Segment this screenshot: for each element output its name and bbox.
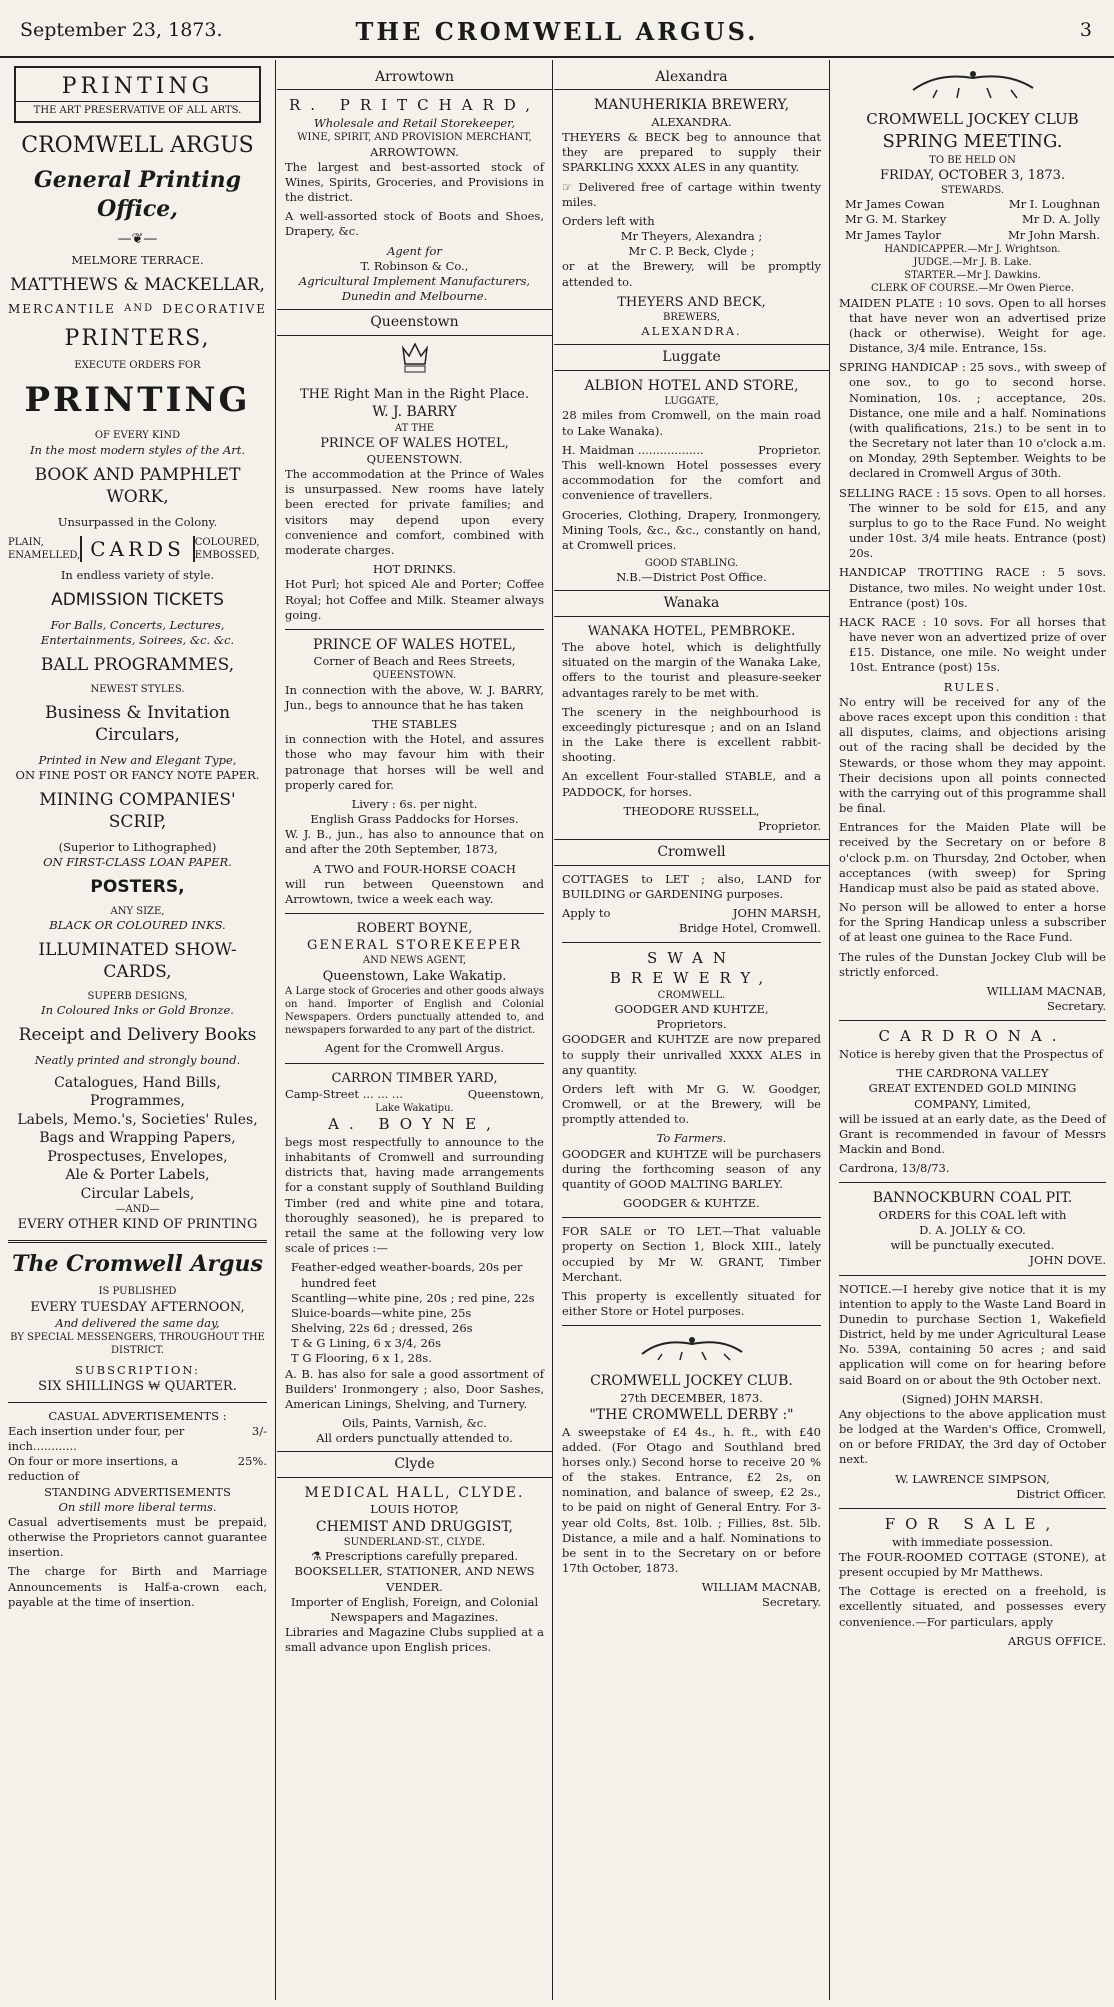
the-stables: THE STABLES [371, 717, 458, 732]
ball-programmes: BALL PROGRAMMES, [40, 655, 235, 676]
camp-street: Camp-Street ... ... ... [285, 1086, 403, 1101]
admission-for: For Balls, Concerts, Lectures, Entertainments, Soirees, &c. &c. [40, 617, 235, 647]
race-item: SELLING RACE : 15 sovs. Open to all horses. The winner to be sold for £15, and any surplus to go to the Race Fund. No weight under 10st. 3/4 mile heats. Entrance (post) 20s. [839, 485, 1106, 561]
section-wanaka: Wanaka [554, 590, 829, 616]
catalogues-list [8, 1074, 267, 1203]
held-on: TO BE HELD ON [929, 154, 1016, 166]
simpson: W. LAWRENCE SIMPSON, [895, 1471, 1050, 1486]
race-item: MAIDEN PLATE : 10 sovs. Open to all horses that have never won an advertised prize (hack or otherwise). Weight for age. Distance, 3/4 mile. Entrance, 15s. [839, 295, 1106, 356]
right-man: THE Right Man in the Right Place. [299, 386, 530, 402]
steward: Mr James Cowan [845, 197, 945, 212]
chemist: CHEMIST AND DRUGGIST, [315, 1518, 514, 1535]
hot-drinks: HOT DRINKS. [373, 562, 456, 577]
price-item: Shelving, 22s 6d ; dressed, 26s [291, 1321, 473, 1336]
casual-rate-1-label: Each insertion under four, per inch............ [8, 1423, 185, 1453]
superior: (Superior to Lithographed) [58, 839, 217, 854]
section-clyde: Clyde [277, 1451, 552, 1477]
maidman: H. Maidman .................. [562, 442, 704, 457]
carron-timber: CARRON TIMBER YARD, [331, 1070, 498, 1086]
prince-of-wales: PRINCE OF WALES HOTEL, [320, 435, 509, 451]
delivered-same-day: And delivered the same day, [55, 1315, 220, 1330]
theyers-beck: THEYERS AND BECK, [617, 294, 766, 310]
boyne-name: ROBERT BOYNE, [356, 921, 473, 937]
ornament-icon: —❦— [117, 231, 158, 248]
or-brewery: or at the Brewery, will be promptly attended to. [562, 259, 821, 289]
divider [562, 942, 821, 943]
rule-item: No person will be allowed to enter a horse for the Spring Handicap unless a subscriber of at least one guinea to the Race Fund. [839, 900, 1106, 945]
for-sale-text: This property is excellently situated for either Store or Hotel purposes. [562, 1288, 821, 1319]
price-item: Feather-edged weather-boards, 20s per hundred feet [291, 1260, 523, 1290]
section-luggate: Luggate [554, 344, 829, 370]
casual-heading: CASUAL ADVERTISEMENTS : [48, 1408, 227, 1423]
queenstown: QUEENSTOWN. [366, 451, 463, 466]
objections: Any objections to the above application must be lodged at the Warden's Office, Cromwell, on or before FRIDAY, the 3rd day of October next. [839, 1406, 1106, 1467]
wanaka-text-2: The scenery in the neighbourhood is exceedingly picturesque ; and on an Island in the Lake there is excellent rabbit-shooting. [562, 704, 821, 765]
albion-hotel: ALBION HOTEL AND STORE, [584, 377, 799, 394]
to-farmers: To Farmers. [656, 1131, 727, 1146]
pritchard-text: The largest and best-assorted stock of Wines, Spirits, Groceries, and Provisions in the district. [285, 159, 544, 205]
clerk: CLERK OF COURSE.—Mr Owen Pierce. [870, 283, 1075, 295]
boyne-text: A Large stock of Groceries and other goods always on hand. Importer of English and Colonial Newspapers. Orders punctually attended to, and newspapers forwarded to any part of the district. [285, 985, 544, 1037]
albion-text: 28 miles from Cromwell, on the main road to Lake Wanaka). [562, 408, 821, 438]
mr-theyers: Mr Theyers, Alexandra ; [620, 229, 763, 244]
cards-word: CARDS [80, 536, 195, 562]
rule-item: No entry will be received for any of the above races except upon this condition : that all disputes, claims, and objections arising out of the racing shall be decided by the Stewards, or those whom they may appoint. Their decisions upon all points connected with the carrying out of this programme shall be final. [839, 694, 1106, 816]
at-the: AT THE [394, 422, 435, 434]
district-officer: District Officer. [1016, 1486, 1106, 1501]
rule-item: Entrances for the Maiden Plate will be received by the Secretary on or before 8 o'clock p.m. on Thursday, 2nd October, when acceptances (with sweep) for Spring Handicap must also be paid as stated above. [839, 820, 1106, 895]
judge: JUDGE.—Mr J. B. Lake. [913, 256, 1032, 268]
columns [0, 60, 1114, 2005]
printing-banner [14, 66, 261, 123]
stewards-heading: STEWARDS. [940, 185, 1005, 197]
divider [285, 913, 544, 914]
starter: STARTER.—Mr J. Dawkins. [904, 270, 1041, 282]
wanaka-text: The above hotel, which is delightfully situated on the margin of the Wanaka Lake, offers to the tourist and pleasure-seeker advantages rarely to be met with. [562, 640, 821, 700]
luggate: LUGGATE, [664, 396, 719, 408]
pritchard-wine: WINE, SPIRIT, AND PROVISION MERCHANT, [297, 132, 532, 144]
catalogue-line: Circular Labels, [80, 1185, 195, 1202]
goodger-text-2: Orders left with Mr G. W. Goodger, Cromwell, or at the Brewery, will be promptly attended to. [562, 1081, 821, 1127]
medical-hall: MEDICAL HALL, CLYDE. [304, 1484, 525, 1501]
macnab: WILLIAM MACNAB, [701, 1580, 821, 1595]
printing-heading: PRINTING [24, 380, 251, 421]
posters: POSTERS, [90, 877, 185, 898]
divider [8, 1402, 267, 1403]
business-circulars: Business & Invitation Circulars, [44, 702, 231, 746]
catalogue-line: Bags and Wrapping Papers, [39, 1130, 236, 1147]
price-item: Scantling—white pine, 20s ; red pine, 22s [291, 1290, 535, 1305]
neatly-printed: Neatly printed and strongly bound. [34, 1052, 241, 1067]
price-item: T & G Lining, 6 x 3/4, 26s [291, 1336, 442, 1351]
delivered-words: Delivered free of cartage within twenty miles. [562, 179, 821, 209]
prepaid-note: Casual advertisements must be prepaid, otherwise the Proprietors cannot guarantee insertion. [8, 1514, 267, 1560]
racehorse-icon [562, 1332, 821, 1366]
brewers: BREWERS, [663, 311, 720, 323]
spring-meeting: SPRING MEETING. [882, 130, 1063, 152]
steward: Mr I. Loughnan [1008, 197, 1100, 212]
mercantile-word: MERCANTILE [8, 302, 116, 317]
paddocks: English Grass Paddocks for Horses. [310, 812, 519, 827]
printed-in: Printed in New and Elegant Type, [38, 752, 237, 767]
maidman-role: Proprietor. [758, 442, 821, 457]
price-list [285, 1260, 544, 1366]
possession: with immediate possession. [892, 1534, 1053, 1549]
stables-text-2: in connection with the Hotel, and assures those who may favour him with their patronage that horses will be well and properly cared for. [285, 732, 544, 792]
delivered-text [562, 180, 821, 210]
section-queenstown: Queenstown [277, 309, 552, 335]
lake-wakatipu: Lake Wakatipu. [375, 1102, 454, 1114]
column-4 [831, 60, 1114, 2000]
news-agent: AND NEWS AGENT, [362, 955, 467, 967]
goodger-text: GOODGER and KUHTZE are now prepared to supply their unrivalled XXXX ALES in any quantity. [562, 1032, 821, 1077]
standing-terms: On still more liberal terms. [58, 1499, 217, 1514]
catalogue-line: Ale & Porter Labels, [65, 1167, 210, 1184]
camp-queenstown: Queenstown, [467, 1086, 544, 1101]
race-item: HACK RACE : 10 sovs. For all horses that have never won an advertized prize of over £15. Distance, one mile. No weight under 10st. Entrance (post) 15s. [839, 614, 1106, 675]
louis-hotop: LOUIS HOTOP, [370, 1502, 459, 1517]
every-kind: OF EVERY KIND [94, 430, 181, 442]
manuherikia: MANUHERIKIA BREWERY, [593, 97, 790, 114]
steward-row [839, 228, 1106, 243]
section-cromwell: Cromwell [554, 839, 829, 865]
swan-brewery: SWAN BREWERY, [609, 949, 774, 988]
cards-right: COLOURED, EMBOSSED, [194, 536, 260, 561]
prescriptions [285, 1549, 544, 1564]
cromwell: CROMWELL. [657, 989, 726, 1001]
every-other-kind: EVERY OTHER KIND OF PRINTING [17, 1217, 258, 1233]
steward-row [839, 197, 1106, 212]
prince-of-wales-2: PRINCE OF WALES HOTEL, [312, 636, 517, 653]
notice: NOTICE.—I hereby give notice that it is my intention to apply to the Waste Land Board in Dunedin to purchase Section 1, Wakefield District, held by me under Agricultural Lease No. 539A, containing 50 acres ; and said application will come on for hearing before said Board on or about the 9th October next. [839, 1281, 1106, 1387]
subscription: SUBSCRIPTION: [75, 1363, 200, 1378]
decorative-word: DECORATIVE [162, 302, 267, 317]
office-heading: General Printing Office, [33, 167, 242, 223]
cardrona-text: Notice is hereby given that the Prospectus of [839, 1047, 1103, 1062]
importer: Importer of English, Foreign, and Colonial Newspapers and Magazines. [290, 1594, 539, 1624]
argus-title: The Cromwell Argus [12, 1251, 263, 1278]
office-location: MELMORE TERRACE. [71, 252, 204, 267]
cottages: COTTAGES to LET ; also, LAND for BUILDING or GARDENING purposes. [562, 871, 821, 901]
newspaper-title: THE CROMWELL ARGUS. [355, 17, 759, 46]
rules-heading: RULES. [943, 679, 1002, 694]
agent-place: Dunedin and Melbourne. [341, 289, 488, 304]
agent-desc: Agricultural Implement Manufacturers, [298, 274, 531, 288]
admission-tickets: ADMISSION TICKETS [51, 590, 224, 611]
john-marsh: JOHN MARSH, [732, 905, 821, 920]
endless-variety: In endless variety of style. [60, 568, 215, 583]
stables-text: In connection with the above, W. J. BARRY, Jun., begs to announce that he has taken [285, 682, 544, 712]
and-divider: —AND— [115, 1204, 160, 1216]
cottage-text: The FOUR-ROOMED COTTAGE (STONE), at present occupied by Mr Matthews. [839, 1549, 1106, 1580]
casual-rate-2-label: On four or more insertions, a reduction of [8, 1454, 179, 1484]
coach-text: W. J. B., jun., has also to announce that on and after the 20th September, 1873, [285, 827, 544, 857]
newest-styles: NEWEST STYLES. [90, 683, 185, 695]
russell-role: Proprietor. [758, 818, 821, 833]
six-shillings: SIX SHILLINGS ₩ QUARTER. [38, 1379, 237, 1395]
cards-left: PLAIN, ENAMELLED, [8, 536, 81, 561]
oils-paints: Oils, Paints, Varnish, &c. [342, 1416, 487, 1431]
agent-name: T. Robinson & Co., [360, 258, 469, 273]
argus-office: ARGUS OFFICE. [1007, 1633, 1106, 1648]
jockey-club: CROMWELL JOCKEY CLUB. [590, 1373, 793, 1390]
mining-scrip: MINING COMPANIES' SCRIP, [39, 789, 236, 833]
corner: Corner of Beach and Rees Streets, [313, 654, 516, 669]
every-tuesday: EVERY TUESDAY AFTERNOON, [30, 1299, 245, 1315]
cardrona-valley: THE CARDRONA VALLEY [896, 1066, 1049, 1081]
section-arrowtown: Arrowtown [277, 65, 552, 90]
barry-name: W. J. BARRY [372, 404, 457, 421]
section-alexandra: Alexandra [554, 65, 829, 90]
price-item: T G Flooring, 6 x 1, 28s. [291, 1351, 432, 1366]
handicapper: HANDICAPPER.—Mr J. Wrightson. [884, 243, 1061, 255]
fine-post: ON FINE POST OR FANCY NOTE PAPER. [15, 767, 260, 782]
divider [839, 1508, 1106, 1509]
albion-text-2: This well-known Hotel possesses every accommodation for the comfort and convenience of travellers. [562, 457, 821, 503]
december: 27th DECEMBER, 1873. [620, 1390, 763, 1405]
queenstown-2: QUEENSTOWN. [372, 670, 457, 682]
casual-rate-2 [8, 1454, 267, 1484]
rule-item: The rules of the Dunstan Jockey Club will be strictly enforced. [839, 949, 1106, 979]
jockey-club-heading: CROMWELL JOCKEY CLUB [866, 110, 1079, 129]
alexandra: ALEXANDRA. [651, 114, 732, 129]
casual-rate-1-value: 3/- [251, 1423, 267, 1438]
all-orders: All orders punctually attended to. [316, 1431, 513, 1446]
divider [839, 1275, 1106, 1276]
maidman-line [562, 443, 821, 458]
column-1 [0, 60, 276, 2000]
is-published: IS PUBLISHED [98, 1286, 177, 1298]
punctually: will be punctually executed. [890, 1238, 1055, 1253]
sunderland: SUNDERLAND-ST., CLYDE. [343, 1536, 486, 1548]
coloured-inks: In Coloured Inks or Gold Bronze. [41, 1002, 234, 1017]
libraries: Libraries and Magazine Clubs supplied at a small advance upon English prices. [285, 1625, 544, 1655]
post-office: N.B.—District Post Office. [616, 570, 767, 585]
catalogue-line: Catalogues, Hand Bills, Programmes, [54, 1074, 221, 1110]
page-number: 3 [1079, 19, 1092, 41]
casual-rate-1 [8, 1424, 267, 1454]
firm-name: MATTHEWS & MACKELLAR, [10, 274, 265, 295]
pointing-hand-icon: ☞ [562, 179, 579, 194]
steward: Mr D. A. Jolly [1021, 212, 1100, 227]
boyne-place: Queenstown, Lake Wakatip. [322, 968, 507, 984]
banner-title: PRINTING [61, 74, 214, 99]
pritchard-town: ARROWTOWN. [370, 144, 459, 159]
divider [285, 629, 544, 630]
proprietors: Proprietors. [656, 1017, 727, 1032]
goodger-sign: GOODGER & KUHTZE. [623, 1196, 760, 1211]
divider [839, 1182, 1106, 1183]
printers-heading: PRINTERS, [64, 326, 211, 352]
divider [562, 1217, 821, 1218]
superb-designs: SUPERB DESIGNS, [87, 990, 188, 1002]
casual-rate-2-value: 25%. [237, 1454, 267, 1469]
mr-beck: Mr C. P. Beck, Clyde ; [628, 244, 755, 259]
cottage-text-2: The Cottage is erected on a freehold, is excellently situated, and possesses every convenience.—For particulars, apply [839, 1584, 1106, 1629]
mortar-icon: ⚗ [310, 1549, 325, 1564]
agent-argus: Agent for the Cromwell Argus. [325, 1041, 504, 1056]
livery: Livery : 6s. per night. [351, 796, 478, 811]
orders-coal: ORDERS for this COAL left with [878, 1207, 1067, 1222]
loan-paper: ON FIRST-CLASS LOAN PAPER. [43, 854, 232, 869]
cardrona-text-2: will be issued at an early date, as the Deed of Grant is recommended in favour of Messrs Mackin and Bond. [839, 1111, 1106, 1157]
masthead [0, 0, 1114, 58]
mercantile-line [8, 302, 267, 318]
pritchard-name: R. PRITCHARD, [288, 96, 541, 115]
and-word: AND [124, 303, 155, 315]
signed: (Signed) JOHN MARSH. [901, 1391, 1044, 1406]
catalogue-line: Prospectuses, Envelopes, [47, 1148, 228, 1165]
derby-text: A sweepstake of £4 4s., h. ft., with £40 added. (For Otago and Southland bred horses only.) Second horse to receive 20 % of the stakes. Entrance, £2 2s, on nomination, and balance of sweep, £2 2s., to be paid on night of General Entry. For 3-year old Colts, 8st. 10lb. ; Fillies, 8st. 5lb. Distance, a mile and a half. Nominations to be sent in to the Secretary on or before 17th October, 1873. [562, 1424, 821, 1576]
coach-text-2: will run between Queenstown and Arrowtown, twice a week each way. [285, 876, 544, 906]
prescriptions-text: Prescriptions carefully prepared. [324, 1549, 519, 1564]
general-storekeeper: GENERAL STOREKEEPER [307, 938, 522, 954]
issue-date: September 23, 1873. [20, 19, 223, 41]
execute-orders: EXECUTE ORDERS FOR [74, 360, 201, 372]
bridge-hotel: Bridge Hotel, Cromwell. [679, 921, 821, 936]
apply-line [562, 906, 821, 921]
a-boyne: A. BOYNE, [328, 1115, 501, 1134]
cardrona: CARDRONA. [878, 1027, 1067, 1046]
price-item: Sluice-boards—white pine, 25s [291, 1305, 472, 1320]
race-item: HANDICAP TROTTING RACE : 5 sovs. Distance, two miles. No weight under 10st. Entrance (post) 10s. [839, 565, 1106, 610]
banner-subtitle: THE ART PRESERVATIVE OF ALL ARTS. [16, 101, 259, 117]
apply-to: Apply to [562, 905, 611, 920]
boyne2-text: begs most respectfully to announce to the inhabitants of Cromwell and surrounding districts that, having made arrangements for a constant supply of Southland Building Timber (red and white pine and totara, thoroughly seasoned), he is prepared to retail the same at the following very low scale of prices :— [285, 1134, 544, 1256]
jolly: D. A. JOLLY & CO. [919, 1223, 1026, 1238]
good-stabling: GOOD STABLING. [644, 558, 739, 570]
divider [562, 1325, 821, 1326]
coach: A TWO and FOUR-HORSE COACH [313, 861, 516, 876]
pritchard-sub: Wholesale and Retail Storekeeper, [313, 116, 516, 131]
alexandra-2: ALEXANDRA. [641, 324, 742, 339]
modern-styles: In the most modern styles of the Art. [29, 442, 246, 457]
racehorse-icon [839, 66, 1106, 104]
steward: Mr G. M. Starkey [845, 212, 947, 227]
show-cards: ILLUMINATED SHOW-CARDS, [38, 939, 237, 983]
catalogue-line: Labels, Memo.'s, Societies' Rules, [17, 1111, 258, 1128]
russell: THEODORE RUSSELL, [623, 803, 760, 818]
barry-text: The accommodation at the Prince of Wales is unsurpassed. New rooms have lately been erected for private families; and visitors may depend upon every convenience and comfort, combined with moderate charges. [285, 467, 544, 557]
hot-text: Hot Purl; hot spiced Ale and Porter; Coffee Royal; hot Coffee and Milk. Steamer always going. [285, 577, 544, 622]
divider [285, 1063, 544, 1064]
race-item: SPRING HANDICAP : 25 sovs., with sweep of one sov., to go to second horse. Nomination, 10s. ; acceptance, 20s. Distance, one mile and a half. Nominations (with qualifications, 21s.) to be sent in to the Secretary not later than 10 o'clock a.m. on Monday, 29th September. Weights to be declared in Cromwell Argus of 30th. [839, 360, 1106, 481]
camp-street-line [285, 1087, 544, 1102]
office-name: CROMWELL ARGUS [21, 133, 254, 159]
steward: Mr James Taylor [845, 227, 941, 242]
column-3 [554, 60, 830, 2000]
cards-line [8, 536, 267, 562]
agent-for: Agent for [387, 243, 442, 258]
farmers-text: GOODGER and KUHTZE will be purchasers during the forthcoming season of any quantity of GOOD MALTING BARLEY. [562, 1146, 821, 1191]
for-sale: FOR SALE or TO LET.—That valuable property on Section 1, Block XIII., lately occupied by Mr W. GRANT, Timber Merchant. [562, 1224, 821, 1284]
steward-row [839, 212, 1106, 227]
pritchard-text: A well-assorted stock of Boots and Shoes, Drapery, &c. [285, 209, 544, 239]
great-extended: GREAT EXTENDED GOLD MINING COMPANY, Limited, [868, 1081, 1077, 1111]
albion-text-3: Groceries, Clothing, Drapery, Ironmongery, Mining Tools, &c., &c., constantly on hand, at Cromwell prices. [562, 507, 821, 552]
friday: FRIDAY, OCTOBER 3, 1873. [879, 167, 1066, 183]
divider [839, 1020, 1106, 1021]
marriage-note: The charge for Birth and Marriage Announcements is Half-a-crown each, payable at the time of insertion. [8, 1564, 267, 1609]
bannockburn: BANNOCKBURN COAL PIT. [872, 1190, 1073, 1207]
secretary-4: Secretary. [1046, 999, 1106, 1014]
column-2 [277, 60, 553, 2000]
for-sale-4: FOR SALE, [884, 1514, 1061, 1533]
ab-text: A. B. has also for sale a good assortment of Builders' Ironmongery ; also, Door Sashes, American Linings, Shelving, and Turnery. [285, 1366, 544, 1411]
divider [8, 1240, 267, 1243]
macnab-4: WILLIAM MACNAB, [986, 983, 1106, 998]
john-dove: JOHN DOVE. [1029, 1253, 1106, 1268]
steward: Mr John Marsh. [1007, 227, 1100, 242]
bookseller: BOOKSELLER, STATIONER, AND NEWS VENDER. [294, 1564, 535, 1594]
theyers-text: THEYERS & BECK beg to announce that they are prepared to supply their SPARKLING XXXX ALES in any quantity. [562, 130, 821, 175]
any-size: ANY SIZE, [110, 905, 165, 917]
orders-left: Orders left with [562, 213, 655, 228]
receipt-books: Receipt and Delivery Books [18, 1025, 257, 1046]
black-inks: BLACK OR COLOURED INKS. [49, 917, 226, 932]
unsurpassed: Unsurpassed in the Colony. [57, 514, 218, 529]
book-pamphlet: BOOK AND PAMPHLET WORK, [34, 464, 241, 508]
wanaka-text-3: An excellent Four-stalled STABLE, and a PADDOCK, for horses. [562, 769, 821, 799]
cromwell-derby: "THE CROMWELL DERBY :" [589, 1407, 794, 1424]
special-messengers: BY SPECIAL MESSENGERS, THROUGHOUT THE DISTRICT. [10, 1331, 265, 1357]
secretary: Secretary. [761, 1595, 821, 1610]
crest-icon [285, 342, 544, 380]
standing-heading: STANDING ADVERTISEMENTS [44, 1484, 231, 1499]
cardrona-date: Cardrona, 13/8/73. [839, 1161, 950, 1176]
wanaka-hotel: WANAKA HOTEL, PEMBROKE. [587, 623, 796, 639]
goodger: GOODGER AND KUHTZE, [614, 1002, 769, 1016]
